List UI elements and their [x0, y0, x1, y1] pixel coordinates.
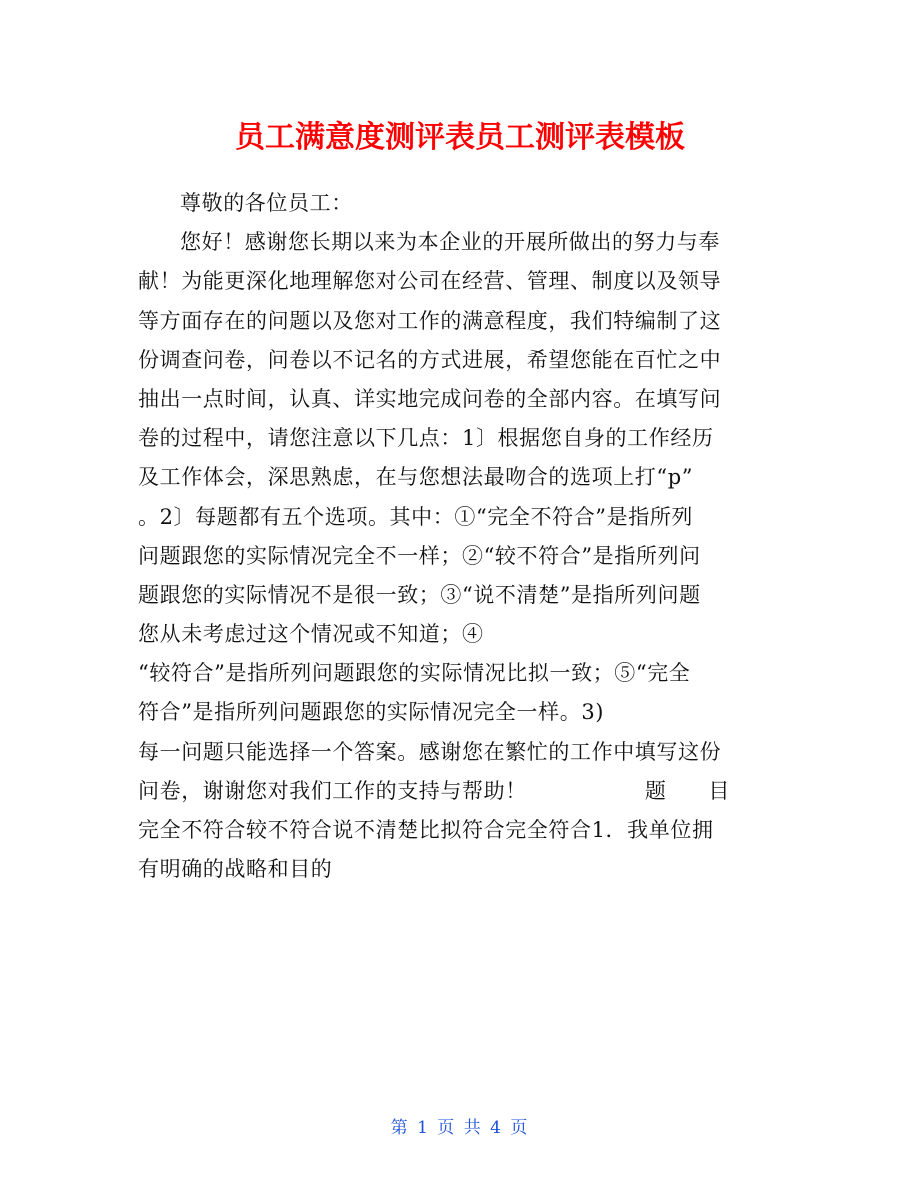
- body-line: 问题跟您的实际情况完全不一样；②“较不符合”是指所列问: [138, 543, 701, 568]
- body-line: 您从未考虑过这个情况或不知道；④: [138, 622, 484, 647]
- body-line: 符合”是指所列问题跟您的实际情况完全一样。3): [138, 700, 605, 725]
- body-line: 献！为能更深化地理解您对公司在经营、管理、制度以及领导: [138, 269, 722, 294]
- body-line: 抽出一点时间，认真、详实地完成问卷的全部内容。在填写问: [138, 386, 722, 411]
- body-line: 题跟您的实际情况不是很一致；③“说不清楚”是指所列问题: [138, 582, 701, 607]
- question-line: 有明确的战略和目的: [138, 857, 333, 882]
- body-line: 等方面存在的问题以及您对工作的满意程度，我们特编制了这: [138, 308, 722, 333]
- body-line: 份调查问卷，问卷以不记名的方式进展，希望您能在百忙之中: [138, 347, 722, 372]
- body-line: 每一问题只能选择一个答案。感谢您在繁忙的工作中填写这份: [138, 739, 722, 764]
- document-body: [138, 184, 788, 889]
- options-line: 完全不符合较不符合说不清楚比拟符合完全符合1．我单位拥: [138, 818, 714, 842]
- table-header-col2: 目: [708, 778, 731, 803]
- body-line: 。2〕每题都有五个选项。其中：①“完全不符合”是指所列: [138, 504, 694, 529]
- body-line-with-header: [138, 772, 788, 811]
- body-line: 您好！感谢您长期以来为本企业的开展所做出的努力与奉: [180, 230, 720, 255]
- body-line: “较符合”是指所列问题跟您的实际情况比拟一致；⑤“完全: [138, 661, 691, 686]
- salutation: 尊敬的各位员工：: [180, 191, 353, 215]
- document-title: 员工满意度测评表员工测评表模板: [235, 120, 685, 155]
- body-line: 及工作体会，深思熟虑，在与您想法最吻合的选项上打“p”: [138, 465, 694, 490]
- table-header-col1: 题: [644, 778, 667, 803]
- body-line: 卷的过程中，请您注意以下几点：1〕根据您自身的工作经历: [138, 426, 714, 451]
- closing-text: 问卷，谢谢您对我们工作的支持与帮助！: [138, 778, 527, 803]
- page-footer: 第 1 页 共 4 页: [390, 1118, 530, 1138]
